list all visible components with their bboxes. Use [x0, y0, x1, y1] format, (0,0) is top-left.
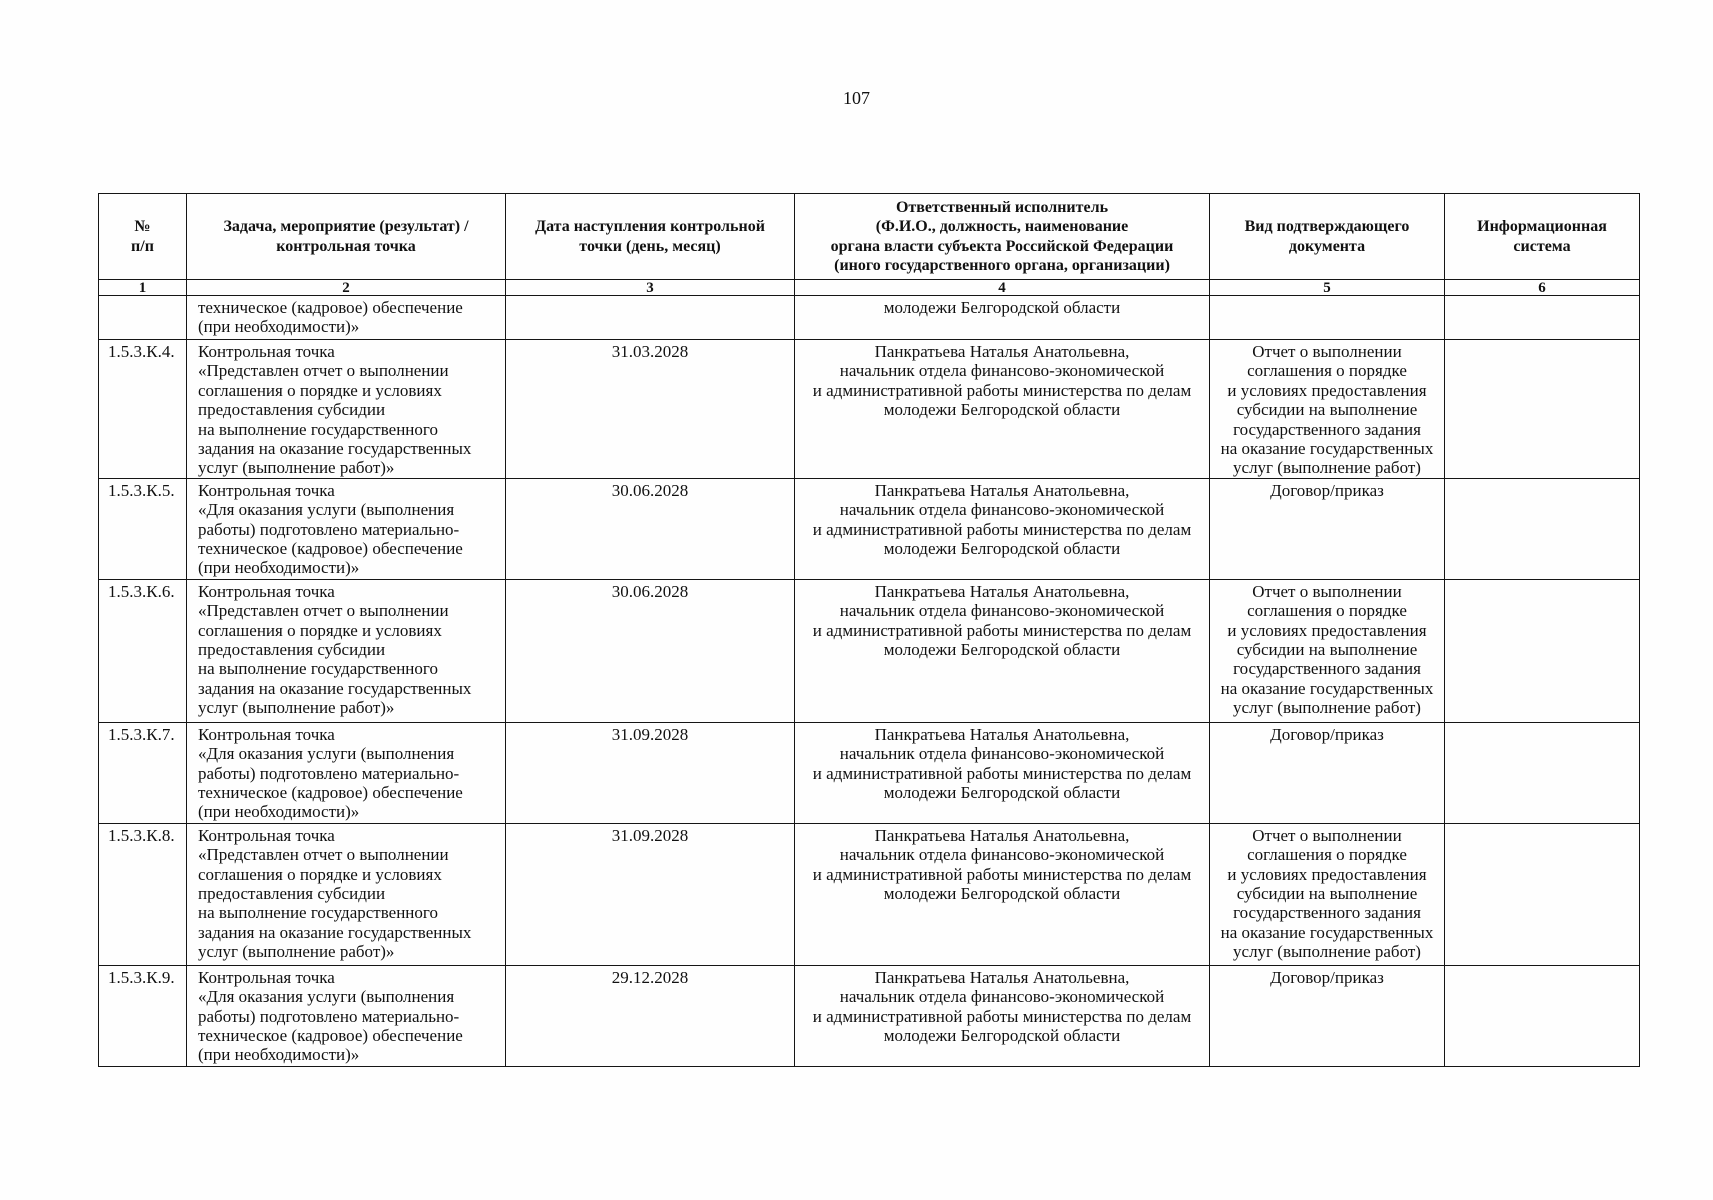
- executor-cell: Панкратьева Наталья Анатольевна, начальник отдела финансово-экономической и административной работы министерства по делам молодежи Белгородской области: [795, 823, 1210, 965]
- row-number-cell: 1.5.3.К.7.: [99, 722, 187, 823]
- document-cell: Отчет о выполнении соглашения о порядке и условиях предоставления субсидии на выполнение государственного задания на оказание государственных услуг (выполнение работ): [1210, 823, 1445, 965]
- task-cell: Контрольная точка «Представлен отчет о выполнении соглашения о порядке и условиях предоставления субсидии на выполнение государственного задания на оказание государственных услуг (выполнение работ)»: [187, 579, 506, 722]
- executor-cell: Панкратьева Наталья Анатольевна, начальник отдела финансово-экономической и административной работы министерства по делам молодежи Белгородской области: [795, 722, 1210, 823]
- column-number-5: 5: [1210, 280, 1445, 296]
- date-cell: 29.12.2028: [506, 965, 795, 1066]
- executor-cell: Панкратьева Наталья Анатольевна, начальник отдела финансово-экономической и административной работы министерства по делам молодежи Белгородской области: [795, 965, 1210, 1066]
- header-date: Дата наступления контрольной точки (день, месяц): [506, 194, 795, 280]
- column-numbers-row: [99, 280, 1640, 296]
- date-cell: 30.06.2028: [506, 579, 795, 722]
- executor-cell: Панкратьева Наталья Анатольевна, начальник отдела финансово-экономической и административной работы министерства по делам молодежи Белгородской области: [795, 579, 1210, 722]
- executor-cell: Панкратьева Наталья Анатольевна, начальник отдела финансово-экономической и административной работы министерства по делам молодежи Белгородской области: [795, 478, 1210, 579]
- info-system-cell: [1445, 579, 1640, 722]
- header-info-system: Информационная система: [1445, 194, 1640, 280]
- row-number-cell: 1.5.3.К.8.: [99, 823, 187, 965]
- row-number-cell: [99, 296, 187, 340]
- document-cell: Договор/приказ: [1210, 722, 1445, 823]
- task-cell: Контрольная точка «Для оказания услуги (выполнения работы) подготовлено материально- техническое (кадровое) обеспечение (при необходимости)»: [187, 965, 506, 1066]
- row-number-cell: 1.5.3.К.4.: [99, 340, 187, 479]
- row-number-cell: 1.5.3.К.5.: [99, 478, 187, 579]
- date-cell: 30.06.2028: [506, 478, 795, 579]
- table-row: [99, 340, 1640, 479]
- date-cell: 31.09.2028: [506, 823, 795, 965]
- column-number-2: 2: [187, 280, 506, 296]
- document-cell: [1210, 296, 1445, 340]
- header-task: Задача, мероприятие (результат) / контрольная точка: [187, 194, 506, 280]
- table-row: [99, 965, 1640, 1066]
- executor-cell: Панкратьева Наталья Анатольевна, начальник отдела финансово-экономической и административной работы министерства по делам молодежи Белгородской области: [795, 340, 1210, 479]
- date-cell: 31.09.2028: [506, 722, 795, 823]
- column-number-4: 4: [795, 280, 1210, 296]
- page-number: 107: [843, 88, 870, 108]
- column-number-3: 3: [506, 280, 795, 296]
- table-header-row: [99, 194, 1640, 280]
- task-cell: техническое (кадровое) обеспечение (при необходимости)»: [187, 296, 506, 340]
- info-system-cell: [1445, 296, 1640, 340]
- table-row: [99, 296, 1640, 340]
- document-cell: Договор/приказ: [1210, 478, 1445, 579]
- control-points-table: [98, 193, 1640, 1067]
- task-cell: Контрольная точка «Представлен отчет о выполнении соглашения о порядке и условиях предоставления субсидии на выполнение государственного задания на оказание государственных услуг (выполнение работ)»: [187, 340, 506, 479]
- row-number-cell: 1.5.3.К.9.: [99, 965, 187, 1066]
- info-system-cell: [1445, 823, 1640, 965]
- executor-cell: молодежи Белгородской области: [795, 296, 1210, 340]
- table-row: [99, 722, 1640, 823]
- task-cell: Контрольная точка «Для оказания услуги (выполнения работы) подготовлено материально- техническое (кадровое) обеспечение (при необходимости)»: [187, 478, 506, 579]
- column-number-6: 6: [1445, 280, 1640, 296]
- header-document: Вид подтверждающего документа: [1210, 194, 1445, 280]
- document-cell: Отчет о выполнении соглашения о порядке и условиях предоставления субсидии на выполнение государственного задания на оказание государственных услуг (выполнение работ): [1210, 340, 1445, 479]
- info-system-cell: [1445, 722, 1640, 823]
- info-system-cell: [1445, 478, 1640, 579]
- info-system-cell: [1445, 340, 1640, 479]
- document-cell: Договор/приказ: [1210, 965, 1445, 1066]
- task-cell: Контрольная точка «Представлен отчет о выполнении соглашения о порядке и условиях предоставления субсидии на выполнение государственного задания на оказание государственных услуг (выполнение работ)»: [187, 823, 506, 965]
- document-cell: Отчет о выполнении соглашения о порядке и условиях предоставления субсидии на выполнение государственного задания на оказание государственных услуг (выполнение работ): [1210, 579, 1445, 722]
- info-system-cell: [1445, 965, 1640, 1066]
- column-number-1: 1: [99, 280, 187, 296]
- date-cell: 31.03.2028: [506, 340, 795, 479]
- task-cell: Контрольная точка «Для оказания услуги (выполнения работы) подготовлено материально- техническое (кадровое) обеспечение (при необходимости)»: [187, 722, 506, 823]
- header-number: № п/п: [99, 194, 187, 280]
- table-row: [99, 478, 1640, 579]
- date-cell: [506, 296, 795, 340]
- header-executor: Ответственный исполнитель (Ф.И.О., должность, наименование органа власти субъекта Российской Федерации (иного государственного органа, организации): [795, 194, 1210, 280]
- table-row: [99, 823, 1640, 965]
- table-row: [99, 579, 1640, 722]
- row-number-cell: 1.5.3.К.6.: [99, 579, 187, 722]
